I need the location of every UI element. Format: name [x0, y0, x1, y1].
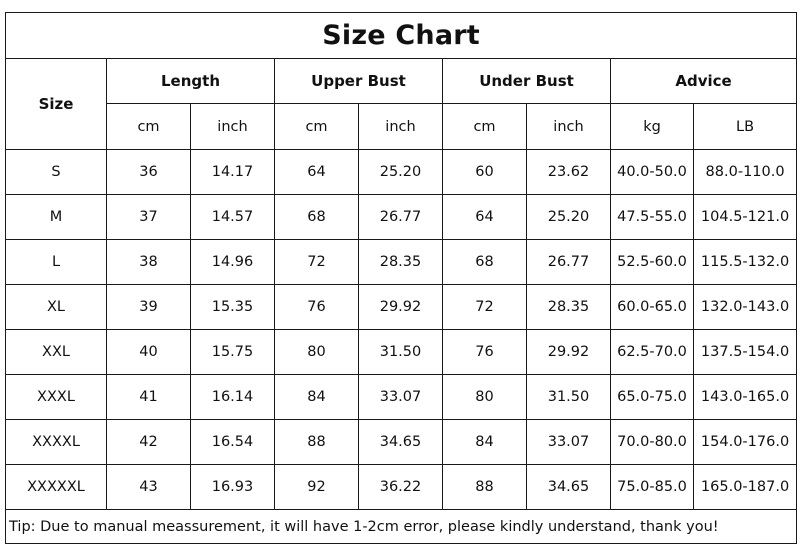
- length-inch-cell: 14.96: [191, 240, 275, 285]
- upper-bust-inch-unit: inch: [359, 104, 443, 150]
- table-row: [6, 465, 797, 510]
- upper-bust-cm-cell: 72: [275, 240, 359, 285]
- weight-lb-cell: 132.0-143.0: [694, 285, 797, 330]
- table-row: [6, 375, 797, 420]
- header-group-row: [6, 59, 797, 104]
- chart-title: Size Chart: [6, 13, 797, 59]
- upper-bust-inch-cell: 29.92: [359, 285, 443, 330]
- upper-bust-inch-cell: 33.07: [359, 375, 443, 420]
- under-bust-header: Under Bust: [443, 59, 611, 104]
- under-bust-inch-unit: inch: [527, 104, 611, 150]
- upper-bust-cm-cell: 76: [275, 285, 359, 330]
- length-inch-unit: inch: [191, 104, 275, 150]
- weight-lb-cell: 104.5-121.0: [694, 195, 797, 240]
- weight-kg-cell: 52.5-60.0: [611, 240, 694, 285]
- weight-lb-cell: 115.5-132.0: [694, 240, 797, 285]
- under-bust-cm-cell: 76: [443, 330, 527, 375]
- upper-bust-cm-cell: 68: [275, 195, 359, 240]
- upper-bust-inch-cell: 26.77: [359, 195, 443, 240]
- upper-bust-cm-cell: 84: [275, 375, 359, 420]
- tip-text: Tip: Due to manual meassurement, it will have 1-2cm error, please kindly understand, thank you!: [6, 510, 797, 544]
- under-bust-cm-cell: 64: [443, 195, 527, 240]
- size-cell: S: [6, 150, 107, 195]
- under-bust-cm-cell: 68: [443, 240, 527, 285]
- header-unit-row: [6, 104, 797, 150]
- size-cell: XXXXXL: [6, 465, 107, 510]
- size-cell: M: [6, 195, 107, 240]
- weight-kg-cell: 47.5-55.0: [611, 195, 694, 240]
- table-row: [6, 420, 797, 465]
- length-cm-cell: 38: [107, 240, 191, 285]
- size-rows: [6, 150, 797, 510]
- length-cm-unit: cm: [107, 104, 191, 150]
- upper-bust-inch-cell: 28.35: [359, 240, 443, 285]
- weight-kg-cell: 40.0-50.0: [611, 150, 694, 195]
- upper-bust-cm-cell: 80: [275, 330, 359, 375]
- table-row: [6, 285, 797, 330]
- length-inch-cell: 15.75: [191, 330, 275, 375]
- under-bust-inch-cell: 34.65: [527, 465, 611, 510]
- length-inch-cell: 16.54: [191, 420, 275, 465]
- advice-lb-unit: LB: [694, 104, 797, 150]
- upper-bust-inch-cell: 36.22: [359, 465, 443, 510]
- under-bust-inch-cell: 33.07: [527, 420, 611, 465]
- under-bust-inch-cell: 29.92: [527, 330, 611, 375]
- weight-lb-cell: 88.0-110.0: [694, 150, 797, 195]
- under-bust-cm-cell: 88: [443, 465, 527, 510]
- length-inch-cell: 16.14: [191, 375, 275, 420]
- weight-lb-cell: 137.5-154.0: [694, 330, 797, 375]
- table-row: [6, 240, 797, 285]
- size-cell: L: [6, 240, 107, 285]
- upper-bust-cm-cell: 88: [275, 420, 359, 465]
- size-cell: XXL: [6, 330, 107, 375]
- size-cell: XXXL: [6, 375, 107, 420]
- advice-header: Advice: [611, 59, 797, 104]
- size-cell: XXXXL: [6, 420, 107, 465]
- weight-kg-cell: 62.5-70.0: [611, 330, 694, 375]
- weight-kg-cell: 70.0-80.0: [611, 420, 694, 465]
- upper-bust-cm-cell: 92: [275, 465, 359, 510]
- upper-bust-inch-cell: 34.65: [359, 420, 443, 465]
- upper-bust-cm-unit: cm: [275, 104, 359, 150]
- size-chart-table: [5, 12, 797, 544]
- under-bust-inch-cell: 23.62: [527, 150, 611, 195]
- size-cell: XL: [6, 285, 107, 330]
- length-cm-cell: 36: [107, 150, 191, 195]
- under-bust-cm-cell: 84: [443, 420, 527, 465]
- weight-lb-cell: 143.0-165.0: [694, 375, 797, 420]
- upper-bust-inch-cell: 31.50: [359, 330, 443, 375]
- length-cm-cell: 42: [107, 420, 191, 465]
- table-row: [6, 330, 797, 375]
- length-inch-cell: 15.35: [191, 285, 275, 330]
- tip-row: [6, 510, 797, 544]
- weight-lb-cell: 165.0-187.0: [694, 465, 797, 510]
- under-bust-inch-cell: 25.20: [527, 195, 611, 240]
- length-header: Length: [107, 59, 275, 104]
- upper-bust-inch-cell: 25.20: [359, 150, 443, 195]
- under-bust-cm-cell: 72: [443, 285, 527, 330]
- length-inch-cell: 14.57: [191, 195, 275, 240]
- under-bust-inch-cell: 26.77: [527, 240, 611, 285]
- upper-bust-header: Upper Bust: [275, 59, 443, 104]
- under-bust-cm-cell: 60: [443, 150, 527, 195]
- title-row: [6, 13, 797, 59]
- upper-bust-cm-cell: 64: [275, 150, 359, 195]
- length-cm-cell: 41: [107, 375, 191, 420]
- under-bust-inch-cell: 31.50: [527, 375, 611, 420]
- weight-lb-cell: 154.0-176.0: [694, 420, 797, 465]
- weight-kg-cell: 60.0-65.0: [611, 285, 694, 330]
- length-cm-cell: 39: [107, 285, 191, 330]
- length-cm-cell: 43: [107, 465, 191, 510]
- size-column-header: Size: [6, 59, 107, 150]
- weight-kg-cell: 65.0-75.0: [611, 375, 694, 420]
- table-row: [6, 150, 797, 195]
- length-inch-cell: 16.93: [191, 465, 275, 510]
- advice-kg-unit: kg: [611, 104, 694, 150]
- under-bust-cm-unit: cm: [443, 104, 527, 150]
- under-bust-inch-cell: 28.35: [527, 285, 611, 330]
- length-inch-cell: 14.17: [191, 150, 275, 195]
- table-row: [6, 195, 797, 240]
- length-cm-cell: 40: [107, 330, 191, 375]
- weight-kg-cell: 75.0-85.0: [611, 465, 694, 510]
- length-cm-cell: 37: [107, 195, 191, 240]
- under-bust-cm-cell: 80: [443, 375, 527, 420]
